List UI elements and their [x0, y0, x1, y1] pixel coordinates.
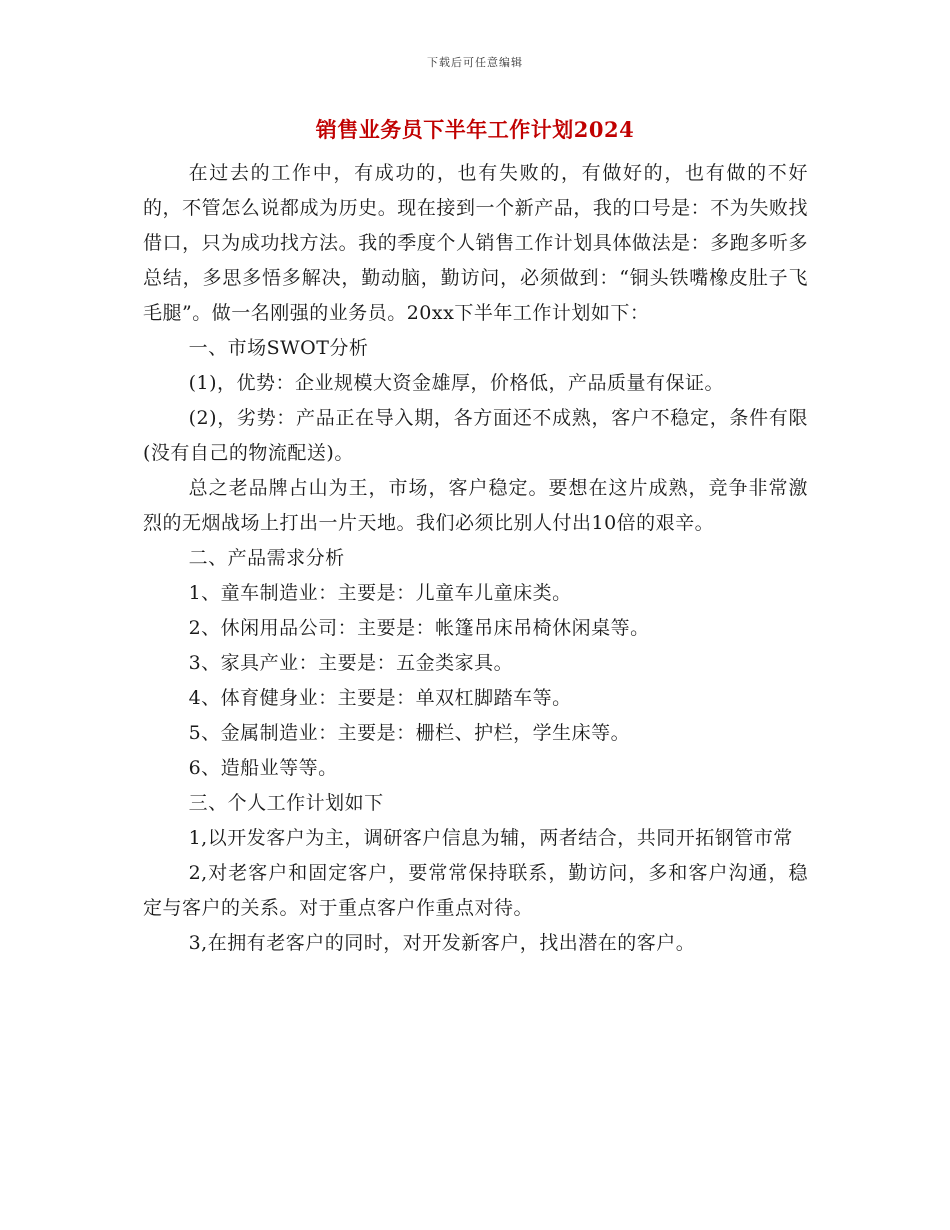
list-item: 2、休闲用品公司：主要是：帐篷吊床吊椅休闲桌等。	[188, 617, 650, 639]
list-item: 3、家具产业：主要是：五金类家具。	[188, 652, 514, 674]
list-item: 1、童车制造业：主要是：儿童车儿童床类。	[188, 582, 572, 604]
list-item: 6、造船业等等。	[188, 757, 338, 779]
list-item: 4、体育健身业：主要是：单双杠脚踏车等。	[188, 687, 572, 709]
plan-item: 1,以开发客户为主，调研客户信息为辅，两者结合，共同开拓钢管市常	[188, 827, 793, 849]
paragraph-weaknesses: (2)，劣势：产品正在导入期，各方面还不成熟，客户不稳定，条件有限(没有自己的物流配送)。	[143, 407, 808, 464]
section-heading-swot: 一、市场SWOT分析	[188, 337, 369, 359]
paragraph-intro: 在过去的工作中，有成功的，也有失败的，有做好的，也有做的不好的，不管怎么说都成为历史。现在接到一个新产品，我的口号是：不为失败找借口，只为成功找方法。我的季度个人销售工作计划具体做法是：多跑多听多总结，多思多悟多解决，勤动脑，勤访问，必须做到：“铜头铁嘴橡皮肚子飞毛腿”。做一名刚强的业务员。20xx下半年工作计划如下：	[143, 162, 808, 324]
section-heading-plan: 三、个人工作计划如下	[188, 792, 384, 814]
plan-item: 2,对老客户和固定客户，要常常保持联系，勤访问，多和客户沟通，稳定与客户的关系。对于重点客户作重点对待。	[143, 862, 808, 919]
document-title: 销售业务员下半年工作计划2024	[315, 117, 635, 142]
document-body	[143, 156, 808, 961]
paragraph-strengths: (1)，优势：企业规模大资金雄厚，价格低，产品质量有保证。	[188, 372, 725, 394]
list-item: 5、金属制造业：主要是：栅栏、护栏，学生床等。	[188, 722, 631, 744]
header-note: 下载后可任意编辑	[427, 56, 523, 69]
paragraph-summary: 总之老品牌占山为王，市场，客户稳定。要想在这片成熟，竞争非常激烈的无烟战场上打出一片天地。我们必须比别人付出10倍的艰辛。	[143, 477, 808, 534]
plan-item: 3,在拥有老客户的同时，对开发新客户，找出潜在的客户。	[188, 932, 696, 954]
section-heading-demand: 二、产品需求分析	[188, 547, 345, 569]
